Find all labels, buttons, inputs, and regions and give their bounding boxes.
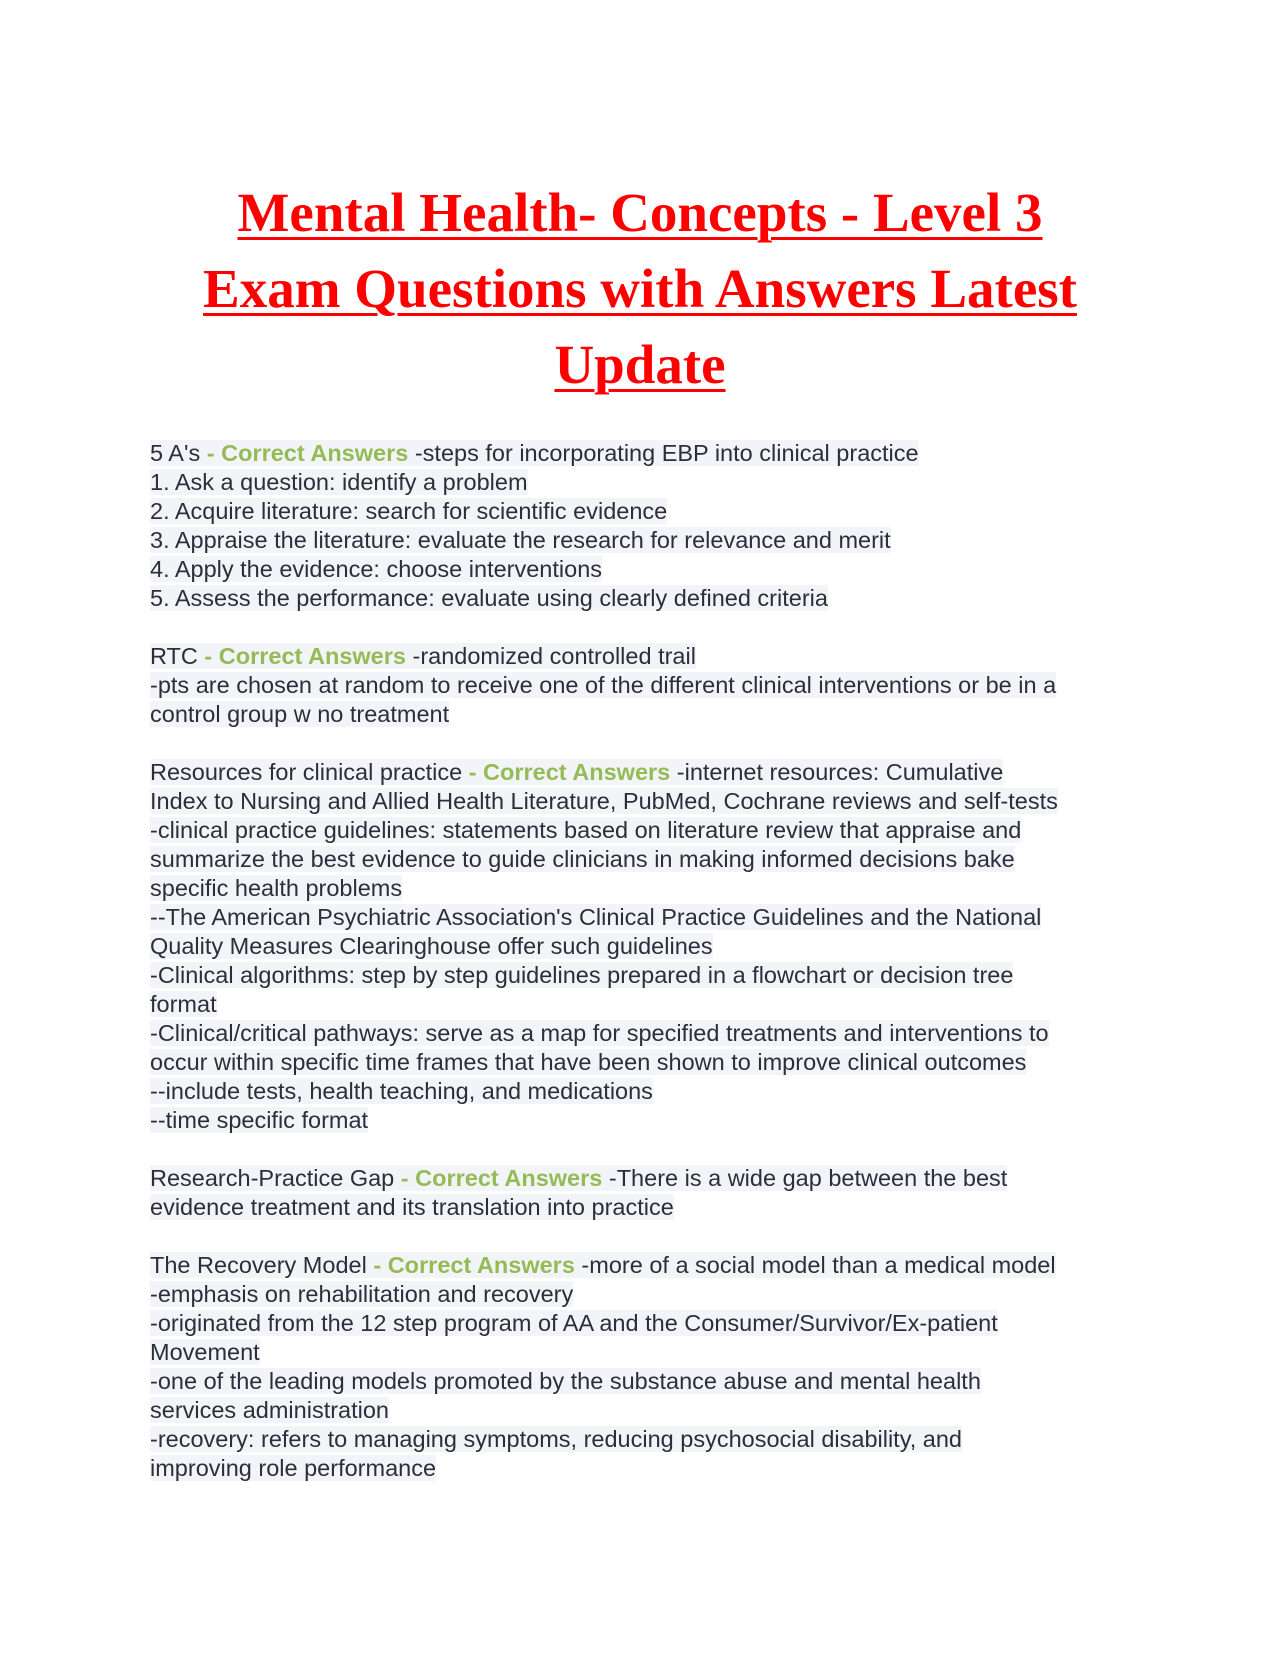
title-line-2: Exam Questions with Answers Latest bbox=[203, 258, 1077, 319]
entry-first-line-text bbox=[150, 1252, 1056, 1278]
entry-first-line bbox=[150, 1164, 1150, 1193]
entry-answer-line bbox=[150, 555, 1150, 584]
entry-answer-line bbox=[150, 526, 1150, 555]
entry-first-line-text bbox=[150, 643, 696, 669]
entry-answer-line-text: -one of the leading models promoted by the substance abuse and mental health bbox=[150, 1368, 981, 1394]
document-body bbox=[150, 439, 1150, 1512]
entry-answer-line-text: specific health problems bbox=[150, 875, 403, 901]
entry-answer-line-text: control group w no treatment bbox=[150, 701, 450, 727]
entry-answer-start: -steps for incorporating EBP into clinical practice bbox=[408, 440, 919, 466]
entry-answer-line-text: Index to Nursing and Allied Health Literature, PubMed, Cochrane reviews and self-tests bbox=[150, 788, 1058, 814]
correct-answers-marker: - Correct Answers bbox=[400, 1165, 603, 1191]
entry-answer-line-text: improving role performance bbox=[150, 1455, 437, 1481]
entry-answer-line-text: --include tests, health teaching, and medications bbox=[150, 1078, 653, 1104]
entry-answer-line-text: -emphasis on rehabilitation and recovery bbox=[150, 1281, 574, 1307]
entry-answer-line bbox=[150, 1396, 1150, 1425]
entry-answer-line bbox=[150, 1077, 1150, 1106]
entry-answer-line-text: --The American Psychiatric Association's Clinical Practice Guidelines and the National bbox=[150, 904, 1042, 930]
title-line-1: Mental Health- Concepts - Level 3 bbox=[237, 182, 1043, 243]
entry-answer-start: -more of a social model than a medical model bbox=[574, 1252, 1056, 1278]
entry-answer-line-text: summarize the best evidence to guide clinicians in making informed decisions bake bbox=[150, 846, 1015, 872]
entry-answer-line bbox=[150, 845, 1150, 874]
entry-answer-line-text: services administration bbox=[150, 1397, 390, 1423]
entry-answer-line-text: -clinical practice guidelines: statements based on literature review that appraise and bbox=[150, 817, 1022, 843]
correct-answers-marker: - Correct Answers bbox=[373, 1252, 575, 1278]
entry-answer-line-text: 4. Apply the evidence: choose interventions bbox=[150, 556, 603, 582]
entry-answer-line-text: occur within specific time frames that have been shown to improve clinical outcomes bbox=[150, 1049, 1027, 1075]
entry-answer-line bbox=[150, 671, 1150, 700]
document-title bbox=[120, 175, 1160, 403]
entry-answer-line bbox=[150, 903, 1150, 932]
entry-term: The Recovery Model bbox=[150, 1252, 374, 1278]
entry-answer-line bbox=[150, 1425, 1150, 1454]
entry-answer-line-text: 2. Acquire literature: search for scientific evidence bbox=[150, 498, 668, 524]
entry-answer-line-text: --time specific format bbox=[150, 1107, 369, 1133]
entry-answer-line-text: -pts are chosen at random to receive one of the different clinical interventions or be in a bbox=[150, 672, 1057, 698]
entry-answer-line bbox=[150, 700, 1150, 729]
entry-answer-start: -There is a wide gap between the best bbox=[602, 1165, 1008, 1191]
entry-term: RTC bbox=[150, 643, 205, 669]
entry-first-line bbox=[150, 758, 1150, 787]
entry-answer-line bbox=[150, 468, 1150, 497]
entry-answer-line-text: Quality Measures Clearinghouse offer such guidelines bbox=[150, 933, 713, 959]
entry-term: 5 A's bbox=[150, 440, 207, 466]
entry-first-line bbox=[150, 439, 1150, 468]
entry-answer-line bbox=[150, 1019, 1150, 1048]
entry-answer-line-text: -Clinical algorithms: step by step guidelines prepared in a flowchart or decision tree bbox=[150, 962, 1014, 988]
entry-answer-line-text: -originated from the 12 step program of AA and the Consumer/Survivor/Ex-patient bbox=[150, 1310, 998, 1336]
entry-answer-line-text: evidence treatment and its translation into practice bbox=[150, 1194, 674, 1220]
entry-answer-line bbox=[150, 1338, 1150, 1367]
entry-first-line bbox=[150, 1251, 1150, 1280]
entry-answer-line bbox=[150, 932, 1150, 961]
entry-answer-line-text: Movement bbox=[150, 1339, 260, 1365]
qa-entry bbox=[150, 1251, 1150, 1483]
qa-entry bbox=[150, 1164, 1150, 1222]
entry-answer-start: -internet resources: Cumulative bbox=[670, 759, 1004, 785]
entry-answer-line-text: 5. Assess the performance: evaluate using clearly defined criteria bbox=[150, 585, 828, 611]
entry-answer-line bbox=[150, 584, 1150, 613]
entry-first-line-text bbox=[150, 440, 919, 466]
entry-answer-line bbox=[150, 787, 1150, 816]
entry-answer-line bbox=[150, 497, 1150, 526]
qa-entry bbox=[150, 439, 1150, 613]
entry-answer-line bbox=[150, 1454, 1150, 1483]
entry-answer-line-text: 3. Appraise the literature: evaluate the research for relevance and merit bbox=[150, 527, 891, 553]
entry-answer-start: -randomized controlled trail bbox=[405, 643, 696, 669]
entry-first-line-text bbox=[150, 759, 1003, 785]
entry-term: Resources for clinical practice bbox=[150, 759, 469, 785]
entry-answer-line bbox=[150, 816, 1150, 845]
entry-answer-line bbox=[150, 874, 1150, 903]
entry-answer-line bbox=[150, 961, 1150, 990]
entry-answer-line bbox=[150, 1280, 1150, 1309]
entry-answer-line bbox=[150, 1106, 1150, 1135]
entry-answer-line bbox=[150, 990, 1150, 1019]
correct-answers-marker: - Correct Answers bbox=[204, 643, 406, 669]
entry-answer-line bbox=[150, 1048, 1150, 1077]
correct-answers-marker: - Correct Answers bbox=[206, 440, 409, 466]
entry-first-line-text bbox=[150, 1165, 1007, 1191]
title-line-3: Update bbox=[554, 334, 726, 395]
qa-entry bbox=[150, 642, 1150, 729]
entry-answer-line-text: 1. Ask a question: identify a problem bbox=[150, 469, 528, 495]
entry-answer-line-text: -Clinical/critical pathways: serve as a map for specified treatments and interventions to bbox=[150, 1020, 1049, 1046]
entry-answer-line-text: format bbox=[150, 991, 217, 1017]
entry-first-line bbox=[150, 642, 1150, 671]
entry-answer-line bbox=[150, 1309, 1150, 1338]
entry-answer-line bbox=[150, 1193, 1150, 1222]
qa-entry bbox=[150, 758, 1150, 1135]
correct-answers-marker: - Correct Answers bbox=[468, 759, 671, 785]
entry-term: Research-Practice Gap bbox=[150, 1165, 401, 1191]
entry-answer-line-text: -recovery: refers to managing symptoms, reducing psychosocial disability, and bbox=[150, 1426, 962, 1452]
entry-answer-line bbox=[150, 1367, 1150, 1396]
